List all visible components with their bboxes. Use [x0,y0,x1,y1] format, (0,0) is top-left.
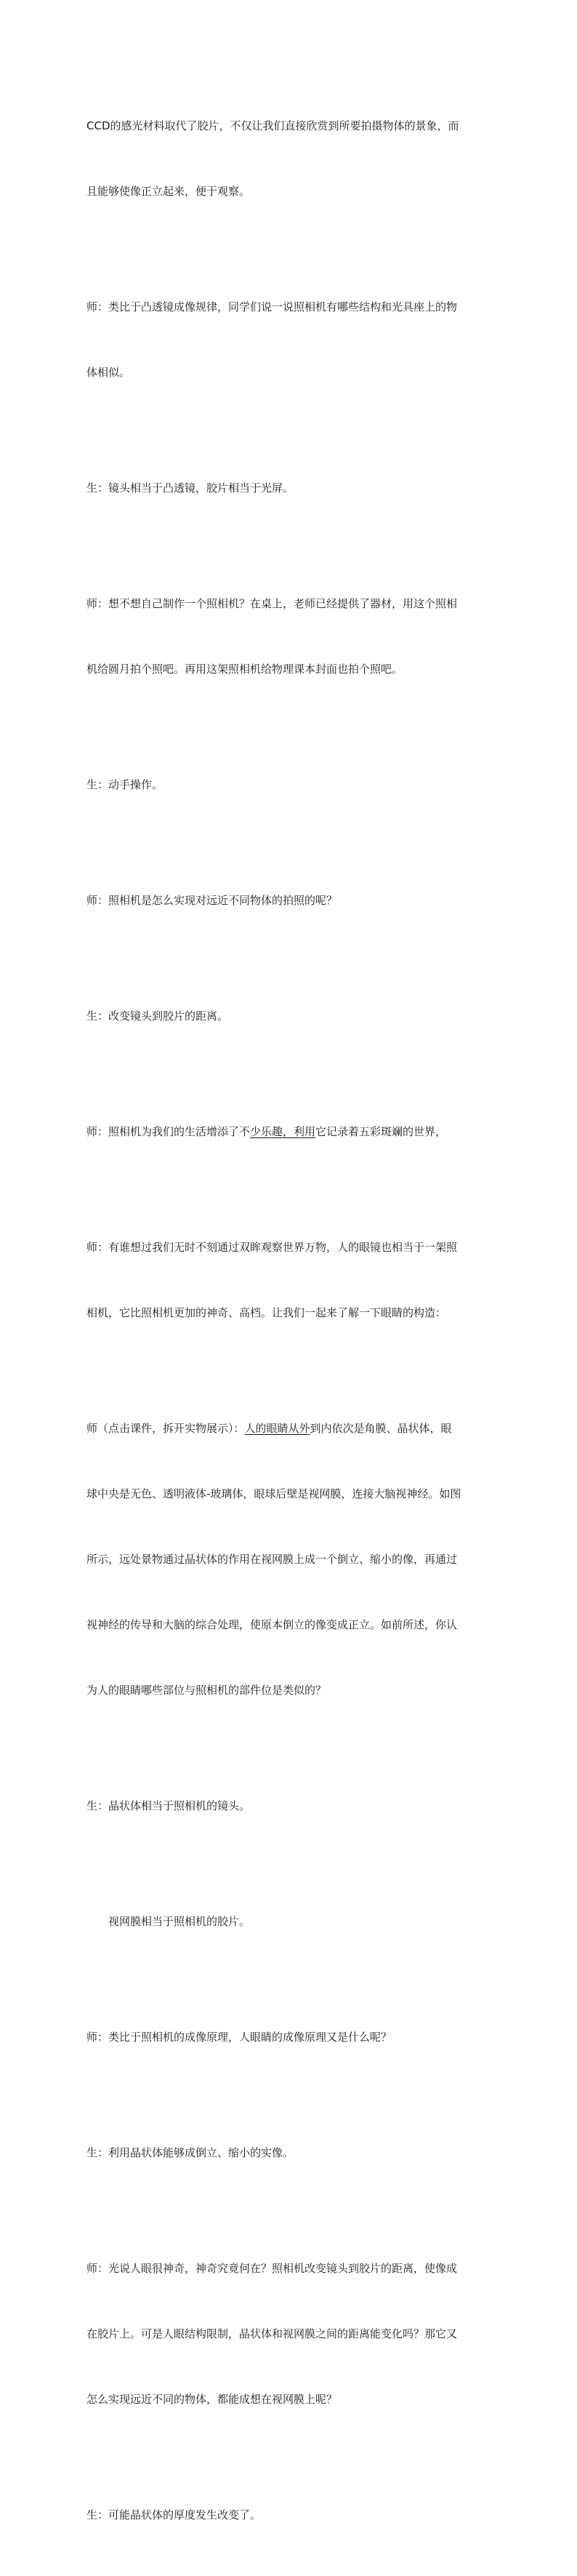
text-span: 师（点击课件，拆开实物展示）： [86,1422,245,1435]
paragraph-9 [86,1193,493,1367]
text-line: 在胶片上。可是人眼结构限制，晶状体和视网膜之间的距离能变化吗？那它又 [86,2327,458,2340]
text-line: 师：光说人眼很神奇，神奇究竟何在？照相机改变镜头到胶片的距离，使像成 [86,2262,458,2275]
paragraph-16 [86,2460,493,2569]
paragraph-10 [86,1374,493,1745]
document-body [86,71,493,2576]
paragraph-1 [86,71,493,246]
text-line: 师：想不想自己制作一个照相机？在桌上，老师已经提供了器材，用这个照相 [86,597,458,610]
paragraph-8 [86,1077,493,1186]
text-line: 视神经的传导和大脑的综合处理，使原本倒立的像变成正立。如前所述，你认 [86,1618,458,1631]
text-line: 生：镜头相当于凸透镜，胶片相当于光屏。 [86,481,294,495]
text-span: 它记录着五彩斑斓的世界， [315,1125,447,1138]
text-line: 生：利用晶状体能够成倒立、缩小的实像。 [86,2146,294,2159]
text-line: 怎么实现远近不同的物体，都能成想在视网膜上呢？ [86,2393,338,2406]
text-line: 师：类比于照相机的成像原理，人眼睛的成像原理又是什么呢？ [86,2031,392,2044]
text-line: 生：动手操作。 [86,778,164,791]
paragraph-2 [86,252,493,427]
paragraph-13 [86,1983,493,2092]
text-line: CCD的感光材料取代了胶片，不仅让我们直接欣赏到所要拍摄物体的景象，而 [86,119,459,132]
paragraph-6 [86,846,493,955]
paragraph-11 [86,1751,493,1860]
text-line: 为人的眼睛哪些部位与照相机的部件位是类似的？ [86,1684,327,1697]
text-line: 视网膜相当于照相机的胶片。 [108,1915,251,1928]
paragraph-4 [86,549,493,724]
text-line: 球中央是无色、透明液体-玻璃体，眼球后壁是视网膜，连接大脑视神经。如图 [86,1487,461,1500]
text-line [86,1121,493,1143]
paragraph-5 [86,730,493,839]
text-line [86,1417,493,1439]
text-span: 到内依次是角膜、晶状体，眼 [310,1422,452,1435]
text-line: 机给圆月拍个照吧。再用这架照相机给物理课本封面也拍个照吧。 [86,663,403,676]
text-line: 相机，它比照相机更加的神奇、高档。让我们一起来了解一下眼睛的构造： [86,1306,447,1319]
text-line: 且能够使像正立起来，便于观察。 [86,185,251,198]
text-line: 生：晶状体相当于照相机的镜头。 [86,1799,251,1812]
text-line: 体相似。 [86,366,131,379]
text-line: 生：可能晶状体的厚度发生改变了。 [86,2508,262,2521]
text-line: 所示，远处景物通过晶状体的作用在视网膜上成一个倒立、缩小的像，再通过 [86,1553,458,1566]
text-span: 师：照相机为我们的生活增添了不 [86,1125,251,1138]
paragraph-14 [86,2098,493,2207]
underlined-text: 人的眼睛从外 [244,1422,310,1435]
text-line: 师：有谁想过我们无时不刻通过双眸观察世界万物，人的眼镜也相当于一架照 [86,1241,458,1254]
paragraph-7 [86,961,493,1071]
paragraph-3 [86,433,493,543]
text-line: 师：照相机是怎么实现对远近不同物体的拍照的呢？ [86,894,338,907]
paragraph-12 [86,1867,493,1976]
paragraph-15 [86,2214,493,2454]
text-line: 师：类比于凸透镜成像规律，同学们说一说照相机有哪些结构和光具座上的物 [86,300,458,313]
underlined-text: 少乐趣，利用 [250,1125,316,1138]
text-line: 生：改变镜头到胶片的距离。 [86,1009,229,1023]
